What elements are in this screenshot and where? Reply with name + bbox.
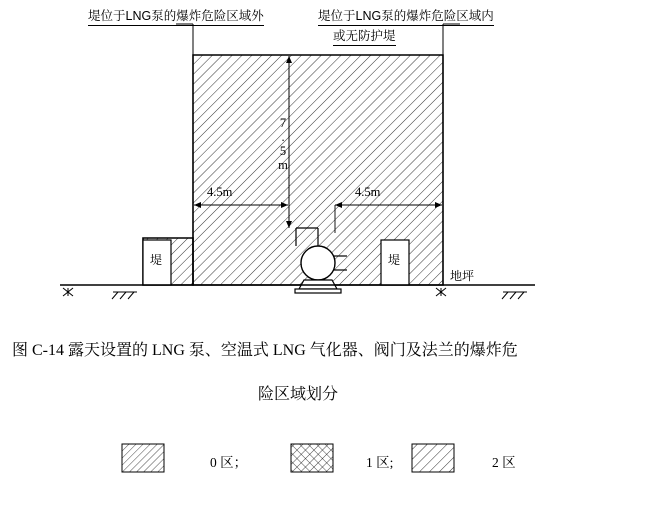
dimension-width-left-label: 4.5m xyxy=(207,185,233,199)
caption-line-1: 图 C-14 露天设置的 LNG 泵、空温式 LNG 气化器、阀门及法兰的爆炸危 xyxy=(12,342,518,359)
dimension-width-right-label: 4.5m xyxy=(355,185,381,199)
right-header-label-line1: 堤位于LNG泵的爆炸危险区域内 xyxy=(318,6,494,26)
dike-left-label: 堤 xyxy=(150,253,163,267)
dimension-height-label: 7.5m xyxy=(276,116,290,172)
legend-label-zone-1: 1 区; xyxy=(366,455,394,470)
legend-label-zone-2: 2 区 xyxy=(492,455,516,470)
caption-line-2: 险区域划分 xyxy=(258,386,339,403)
left-header-label: 堤位于LNG泵的爆炸危险区域外 xyxy=(88,6,264,26)
dike-right-label: 堤 xyxy=(388,253,401,267)
ground-label: 地坪 xyxy=(450,269,475,283)
right-header-label-line2: 或无防护堤 xyxy=(333,26,396,46)
legend-swatch-zone-0 xyxy=(122,444,164,472)
legend-swatch-zone-2 xyxy=(412,444,454,472)
legend-label-zone-0: 0 区； xyxy=(210,455,248,470)
legend-swatch-zone-1 xyxy=(291,444,333,472)
header-leader-lines xyxy=(176,24,460,55)
